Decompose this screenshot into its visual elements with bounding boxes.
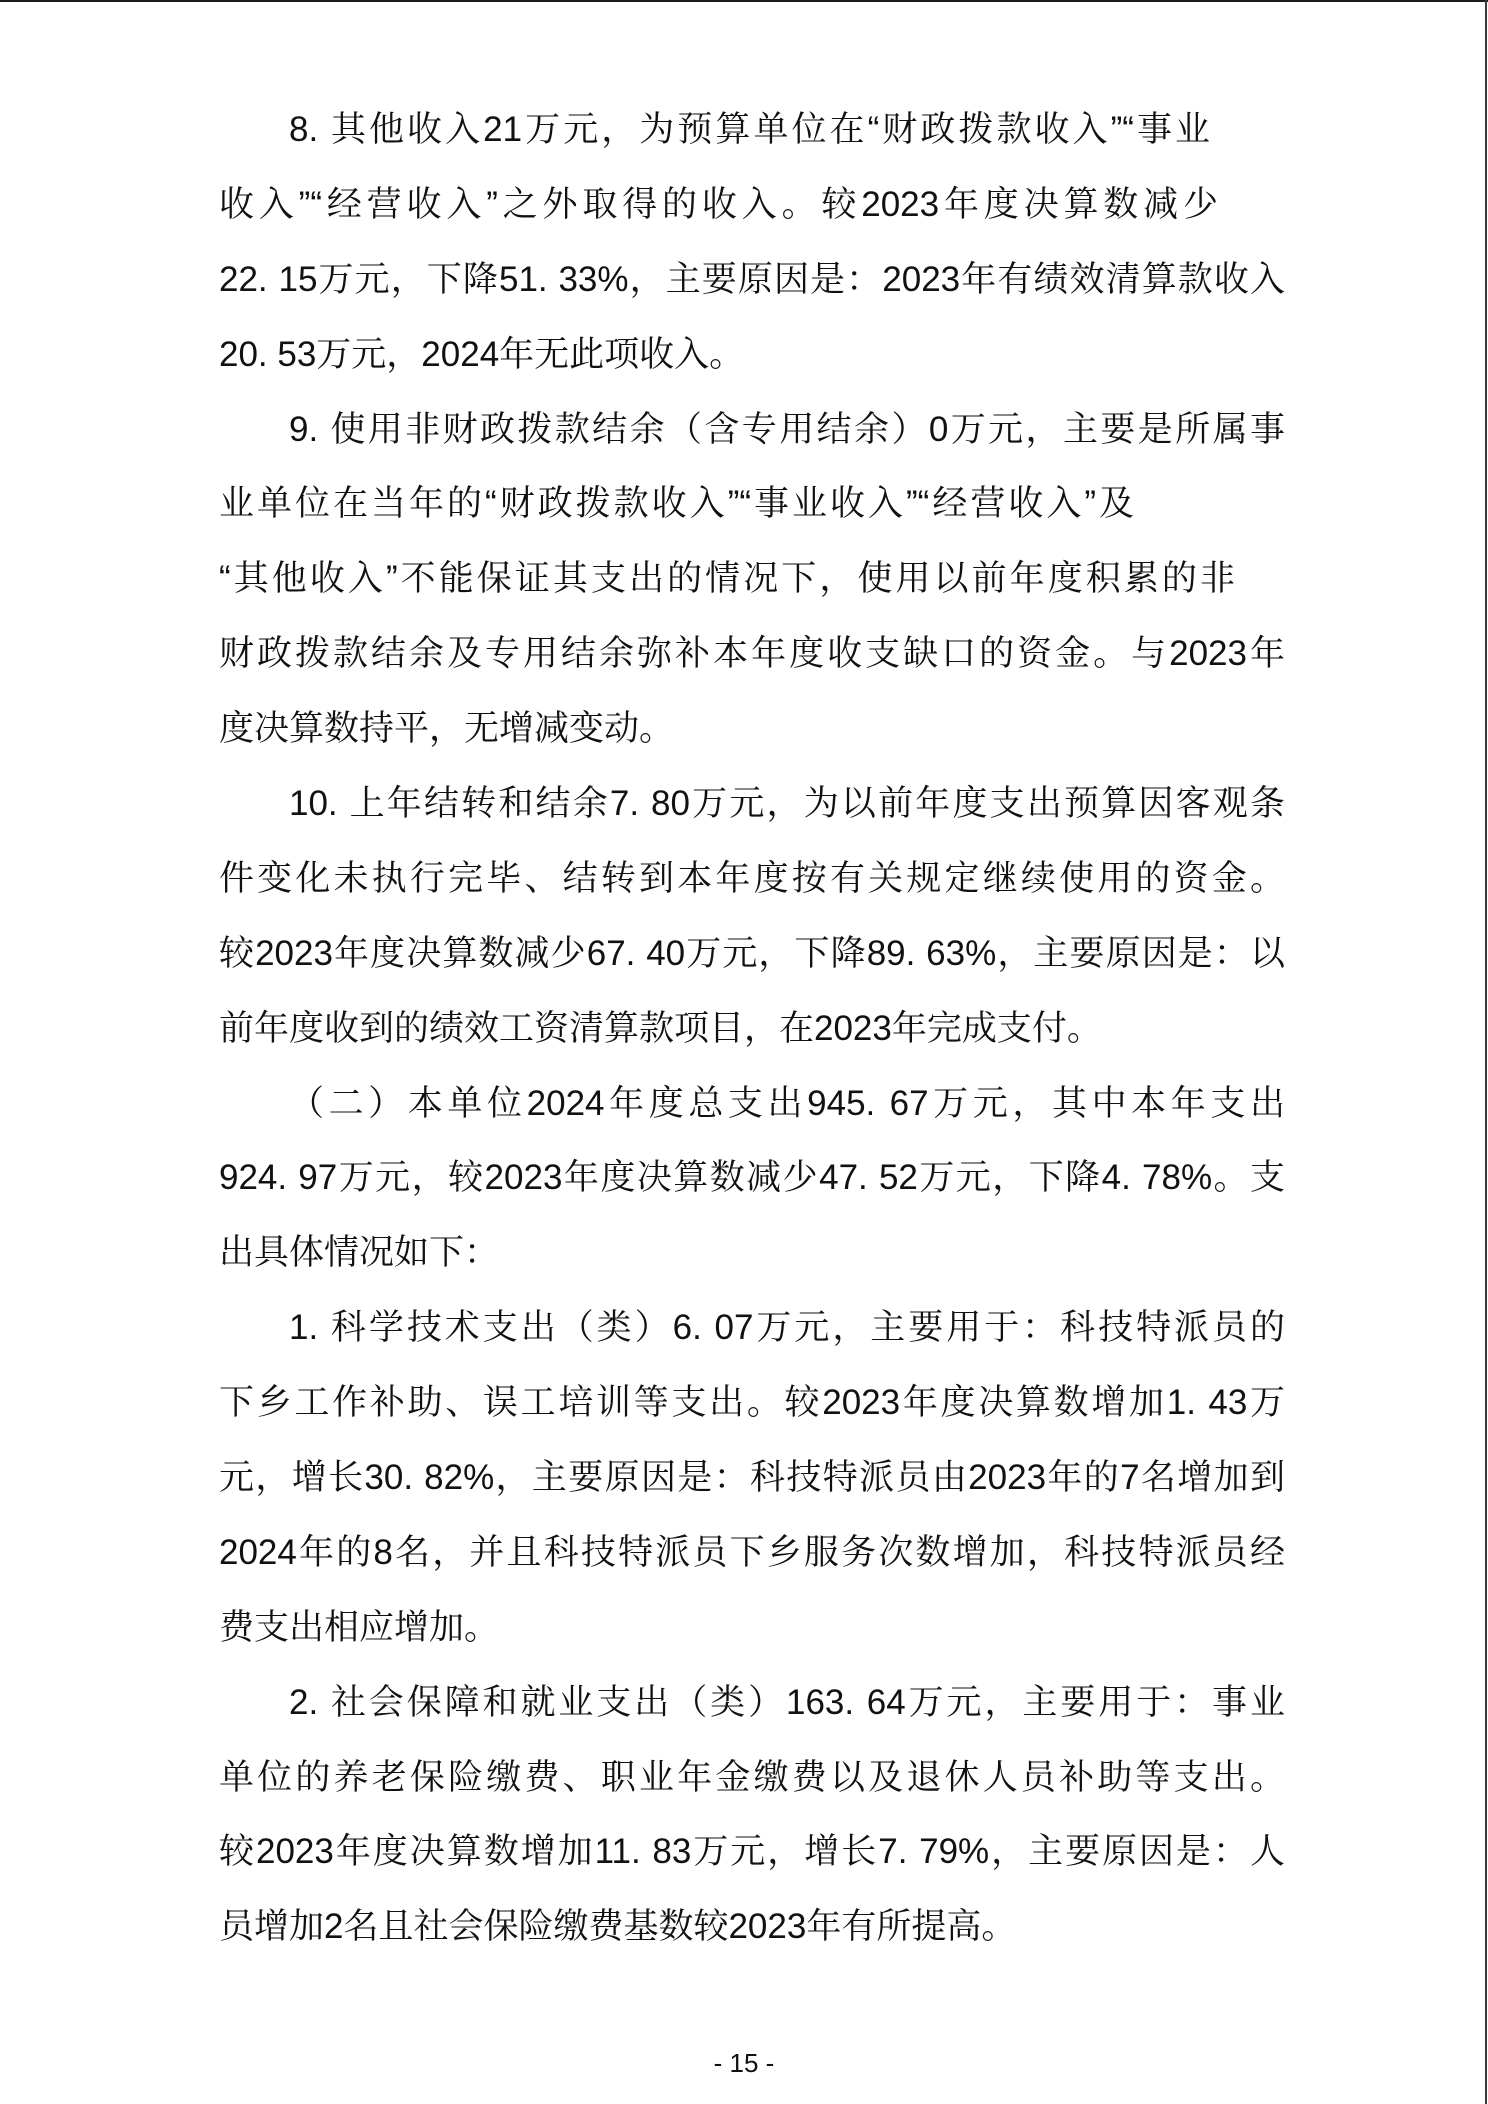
text-line: （二）本单位2024年度总支出945. 67万元，其中本年支出 — [289, 1083, 1285, 1123]
page-number: - 15 - — [713, 2048, 775, 2078]
text-line: 2024年的8名，并且科技特派员下乡服务次数增加，科技特派员经 — [219, 1532, 1285, 1572]
text-line: 件变化未执行完毕、结转到本年度按有关规定继续使用的资金。 — [219, 858, 1285, 898]
text-line: 较2023年度决算数增加11. 83万元，增长7. 79%，主要原因是：人 — [219, 1832, 1285, 1872]
text-line: “其他收入”不能保证其支出的情况下，使用以前年度积累的非 — [219, 559, 1235, 599]
text-line: 前年度收到的绩效工资清算款项目，在2023年完成支付。 — [219, 1008, 1102, 1048]
text-line: 费支出相应增加。 — [219, 1607, 500, 1647]
text-line: 出具体情况如下： — [219, 1233, 500, 1273]
text-line: 较2023年度决算数减少67. 40万元，下降89. 63%，主要原因是：以 — [219, 933, 1285, 973]
text-line: 924. 97万元，较2023年度决算数减少47. 52万元，下降4. 78%。支 — [219, 1158, 1285, 1198]
text-line: 元，增长30. 82%，主要原因是：科技特派员由2023年的7名增加到 — [219, 1458, 1285, 1498]
text-line: 收入”“经营收入”之外取得的收入。较2023年度决算数减少 — [219, 184, 1218, 224]
text-line: 2. 社会保障和就业支出（类）163. 64万元，主要用于：事业 — [289, 1682, 1285, 1722]
paragraph-total-expenditure — [219, 1067, 1285, 1292]
page-border-top — [0, 0, 1488, 2]
text-line: 10. 上年结转和结余7. 80万元，为以前年度支出预算因客观条 — [289, 784, 1285, 824]
text-line: 业单位在当年的“财政拨款收入”“事业收入”“经营收入”及 — [219, 484, 1134, 524]
text-line: 员增加2名且社会保险缴费基数较2023年有所提高。 — [219, 1907, 1017, 1947]
body-text — [219, 93, 1285, 1965]
text-line: 22. 15万元，下降51. 33%，主要原因是：2023年有绩效清算款收入 — [219, 259, 1285, 299]
text-line: 单位的养老保险缴费、职业年金缴费以及退休人员补助等支出。 — [219, 1757, 1285, 1797]
text-line: 1. 科学技术支出（类）6. 07万元，主要用于：科技特派员的 — [289, 1308, 1285, 1348]
paragraph-social-security-expenditure — [219, 1666, 1285, 1966]
text-line: 财政拨款结余及专用结余弥补本年度收支缺口的资金。与2023年 — [219, 634, 1285, 674]
page-border-right — [1485, 0, 1487, 2104]
paragraph-carryover-balance — [219, 767, 1285, 1067]
paragraph-non-fiscal-balance — [219, 393, 1285, 767]
text-line: 8. 其他收入21万元，为预算单位在“财政拨款收入”“事业 — [289, 110, 1210, 149]
text-line: 度决算数持平，无增减变动。 — [219, 709, 675, 749]
text-line: 20. 53万元，2024年无此项收入。 — [219, 334, 745, 374]
paragraph-science-technology-expenditure — [219, 1291, 1285, 1665]
text-line: 下乡工作补助、误工培训等支出。较2023年度决算数增加1. 43万 — [219, 1383, 1285, 1423]
paragraph-other-income — [219, 93, 1285, 393]
text-line: 9. 使用非财政拨款结余（含专用结余）0万元，主要是所属事 — [289, 409, 1285, 449]
